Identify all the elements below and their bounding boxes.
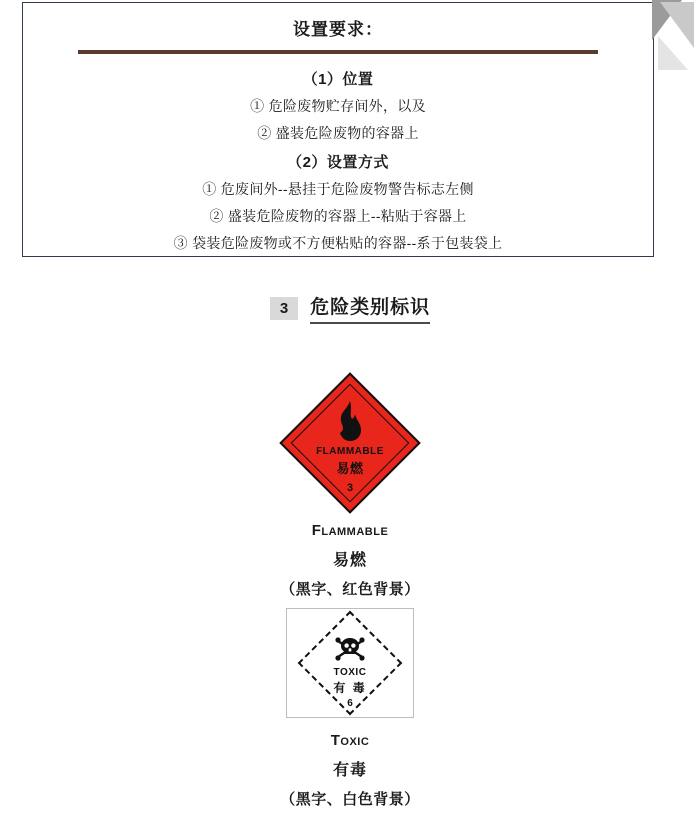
page-corner-decoration [638,0,700,70]
toxic-class-number: 6 [347,698,353,709]
flammable-caption-note: （黑字、红色背景） [280,581,420,598]
requirements-title: 设置要求： [293,20,383,39]
flame-icon [333,400,367,447]
requirement-line-2-2: ② 盛装危险废物的容器上--粘贴于容器上 [209,208,467,224]
requirement-line-1-1: ① 危险废物贮存间外，以及 [250,98,426,114]
section-title: 危险类别标识 [310,292,430,324]
toxic-sign-cn: 有 毒 [333,681,367,695]
toxic-caption-en: Toxic [330,732,370,749]
flammable-sign-en: FLAMMABLE [316,446,384,457]
flammable-caption-en: Flammable [311,522,389,539]
title-divider [78,50,598,54]
toxic-diamond [286,608,414,718]
requirement-line-2-3: ③ 袋装危险废物或不方便粘贴的容器--系于包装袋上 [173,235,503,251]
requirement-section-heading-1: （1）位置 [302,71,374,88]
hazard-symbol-toxic [0,608,700,809]
requirement-line-2-1: ① 危废间外--悬挂于危险废物警告标志左侧 [202,181,474,197]
skull-and-crossbones-icon [333,635,367,666]
flammable-class-number: 3 [346,482,354,494]
corner-shape-c [658,36,688,70]
hazard-symbol-flammable [0,378,700,599]
flammable-caption-cn: 易燃 [332,552,367,569]
section-number-badge: 3 [270,297,298,320]
toxic-sign-text [287,667,413,696]
toxic-sign-en: TOXIC [333,667,367,678]
requirements-body [23,68,653,253]
requirement-section-heading-2: （2）设置方式 [287,154,389,171]
flammable-sign-cn: 易燃 [336,461,364,476]
toxic-caption-note: （黑字、白色背景） [280,791,420,808]
section-heading [0,292,700,324]
flammable-diamond [285,378,415,508]
flammable-sign-text [285,446,415,477]
requirement-line-1-2: ② 盛装危险废物的容器上 [257,125,419,141]
requirements-panel [22,2,654,257]
toxic-caption-cn: 有毒 [332,762,367,779]
